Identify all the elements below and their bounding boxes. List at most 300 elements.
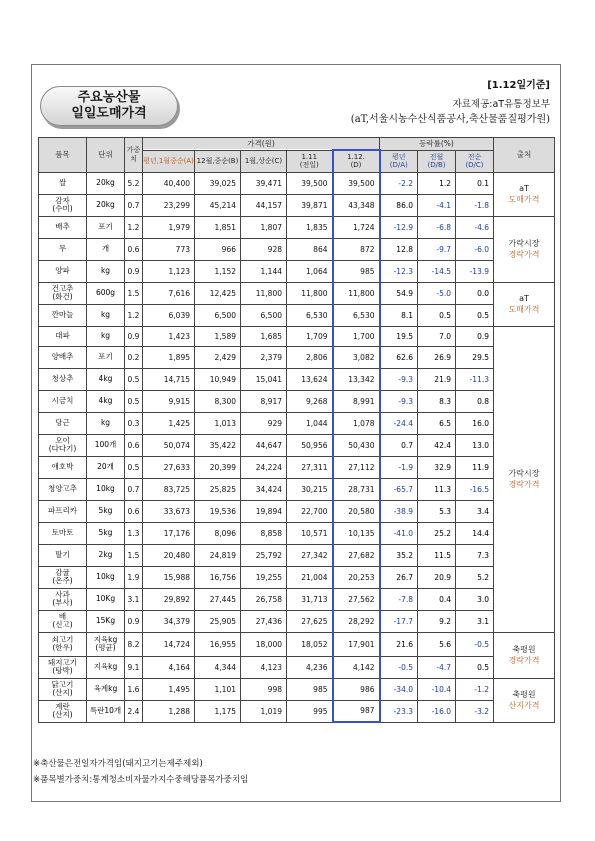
price-d11-cell: 27,625	[287, 610, 333, 632]
table-row	[39, 588, 555, 610]
price-c-cell: 34,424	[241, 478, 287, 500]
item-variety: (화건)	[52, 292, 73, 301]
rate-r1-cell: -9.3	[380, 390, 418, 412]
header-rate-month-a: 전월	[429, 152, 444, 161]
header-rate-avg-a: 평년	[391, 152, 406, 161]
header-rate-avg-b: (D/A)	[389, 161, 408, 169]
rate-r3-cell: -11.3	[456, 368, 494, 390]
rate-r3-cell: 11.9	[456, 456, 494, 478]
table-row	[39, 678, 555, 700]
price-a-cell: 83,725	[143, 478, 195, 500]
price-b-cell: 6,500	[195, 304, 241, 326]
rate-r2-cell: -6.8	[418, 216, 456, 238]
rate-r2-cell: 5.6	[418, 632, 456, 656]
rate-r3-cell: 0.5	[456, 656, 494, 678]
price-d11-cell: 4,236	[287, 656, 333, 678]
weight-cell: 0.6	[125, 434, 143, 456]
price-d11-cell: 21,004	[287, 566, 333, 588]
weight-cell: 5.2	[125, 172, 143, 194]
price-d-cell: 28,731	[333, 478, 380, 500]
item-cell	[39, 500, 87, 522]
price-c-cell: 39,471	[241, 172, 287, 194]
unit-cell	[87, 238, 125, 260]
weight-cell: 0.9	[125, 610, 143, 632]
item-name: 감귤	[55, 567, 70, 577]
source-org: 가락시장	[508, 239, 540, 248]
rate-r1-cell: -17.7	[380, 610, 418, 632]
table-row	[39, 700, 555, 722]
header-avg: 평년,1월중순(A)	[143, 150, 195, 172]
unit-cell	[87, 610, 125, 632]
unit-cell	[87, 412, 125, 434]
rate-r2-cell: -10.4	[418, 678, 456, 700]
weight-cell: 1.2	[125, 304, 143, 326]
item-name: 깐마늘	[51, 309, 74, 319]
rate-r1-cell: 54.9	[380, 282, 418, 304]
item-cell	[39, 544, 87, 566]
unit-text: 20kg	[96, 177, 115, 187]
item-cell	[39, 346, 87, 368]
weight-cell: 0.5	[125, 456, 143, 478]
price-b-cell: 45,214	[195, 194, 241, 216]
header-unit: 단위	[87, 138, 125, 173]
rate-r1-cell: -12.3	[380, 260, 418, 282]
unit-cell	[87, 326, 125, 346]
rate-r2-cell: 42.4	[418, 434, 456, 456]
price-a-cell: 9,915	[143, 390, 195, 412]
unit-text: 지육kg	[93, 661, 118, 671]
price-b-cell: 16,955	[195, 632, 241, 656]
price-d11-cell: 31,713	[287, 588, 333, 610]
rate-r1-cell: 26.7	[380, 566, 418, 588]
table-row	[39, 566, 555, 588]
header-weight: 가중치	[125, 138, 143, 173]
table-row	[39, 368, 555, 390]
unit-cell	[87, 566, 125, 588]
weight-cell: 0.5	[125, 390, 143, 412]
price-d-cell: 17,901	[333, 632, 380, 656]
unit-text: 10kg	[96, 571, 115, 581]
rate-r2-cell: 20.9	[418, 566, 456, 588]
price-b-cell: 24,819	[195, 544, 241, 566]
table-row	[39, 656, 555, 678]
unit-text: kg	[100, 417, 111, 427]
price-a-cell: 17,176	[143, 522, 195, 544]
price-d11-cell: 18,052	[287, 632, 333, 656]
price-b-cell: 8,096	[195, 522, 241, 544]
price-d11-cell: 2,806	[287, 346, 333, 368]
price-c-cell: 6,500	[241, 304, 287, 326]
table-row	[39, 500, 555, 522]
rate-r3-cell: -3.2	[456, 700, 494, 722]
rate-r2-cell: 8.3	[418, 390, 456, 412]
price-d-cell: 1,700	[333, 326, 380, 346]
unit-text: 4kg	[98, 373, 113, 383]
table-row	[39, 260, 555, 282]
price-c-cell: 26,758	[241, 588, 287, 610]
item-name: 파프리카	[48, 505, 77, 515]
price-b-cell: 1,589	[195, 326, 241, 346]
unit-cell	[87, 390, 125, 412]
price-c-cell: 15,041	[241, 368, 287, 390]
price-d11-cell: 9,268	[287, 390, 333, 412]
table-row	[39, 456, 555, 478]
weight-cell: 1.3	[125, 522, 143, 544]
rate-r1-cell: -0.5	[380, 656, 418, 678]
source-cell	[494, 326, 555, 632]
price-a-cell: 50,074	[143, 434, 195, 456]
rate-r1-cell: -34.0	[380, 678, 418, 700]
price-d-cell: 1,078	[333, 412, 380, 434]
item-cell	[39, 678, 87, 700]
header-d112-date: 1.12.	[347, 152, 365, 161]
weight-cell: 0.6	[125, 238, 143, 260]
item-name: 배	[58, 611, 67, 621]
header-price-group: 가격(원)	[143, 138, 380, 151]
price-d11-cell: 985	[287, 678, 333, 700]
item-name: 청양고추	[48, 483, 77, 493]
rate-r1-cell: 86.0	[380, 194, 418, 216]
rate-r2-cell: -14.5	[418, 260, 456, 282]
item-name: 배추	[55, 221, 70, 231]
table-row	[39, 194, 555, 216]
price-a-cell: 20,480	[143, 544, 195, 566]
item-cell	[39, 478, 87, 500]
title-line1: 주요농산물	[77, 90, 141, 105]
rate-r1-cell: -38.9	[380, 500, 418, 522]
price-d11-cell: 10,571	[287, 522, 333, 544]
rate-r1-cell: 0.7	[380, 434, 418, 456]
item-cell	[39, 434, 87, 456]
price-a-cell: 1,495	[143, 678, 195, 700]
price-d11-cell: 27,311	[287, 456, 333, 478]
table-row	[39, 544, 555, 566]
unit-text: 20kg	[96, 199, 115, 209]
item-cell	[39, 412, 87, 434]
unit-cell	[87, 522, 125, 544]
table-row	[39, 390, 555, 412]
item-variety: (탕박)	[52, 666, 73, 675]
price-c-cell: 44,647	[241, 434, 287, 456]
item-name: 닭고기	[51, 679, 74, 689]
source-cell	[494, 678, 555, 722]
item-name: 애호박	[51, 461, 74, 471]
price-c-cell: 1,685	[241, 326, 287, 346]
unit-text: 4kg	[98, 395, 113, 405]
source-type: 도매가격	[508, 195, 540, 204]
source-type: 도매가격	[508, 305, 540, 314]
item-name: 무	[58, 243, 67, 253]
price-c-cell: 1,807	[241, 216, 287, 238]
price-c-cell: 25,792	[241, 544, 287, 566]
rate-r3-cell: 3.1	[456, 610, 494, 632]
weight-cell: 0.7	[125, 194, 143, 216]
price-d-cell: 6,530	[333, 304, 380, 326]
price-d-cell: 872	[333, 238, 380, 260]
price-b-cell: 8,300	[195, 390, 241, 412]
rate-r2-cell: -9.7	[418, 238, 456, 260]
header-jan-early: 1월,상순(C)	[241, 150, 287, 172]
price-d11-cell: 1,709	[287, 326, 333, 346]
table-row	[39, 172, 555, 194]
rate-r3-cell: -6.0	[456, 238, 494, 260]
item-name: 당근	[55, 417, 70, 427]
rate-r3-cell: 16.0	[456, 412, 494, 434]
item-name: 감자	[55, 195, 70, 205]
item-name: 오이	[55, 435, 70, 445]
rate-r1-cell: 35.2	[380, 544, 418, 566]
price-a-cell: 773	[143, 238, 195, 260]
table-row	[39, 216, 555, 238]
table-row	[39, 632, 555, 656]
rate-r1-cell: 12.8	[380, 238, 418, 260]
price-c-cell: 1,144	[241, 260, 287, 282]
header-d111-sub: (전일)	[299, 161, 319, 169]
price-b-cell: 20,399	[195, 456, 241, 478]
rate-r1-cell: -12.9	[380, 216, 418, 238]
weight-cell: 9.1	[125, 656, 143, 678]
item-variety: (산지)	[52, 710, 73, 719]
unit-text: 5kg	[98, 505, 113, 515]
weight-cell: 2.4	[125, 700, 143, 722]
item-name: 쇠고기	[51, 634, 74, 644]
price-b-cell: 19,536	[195, 500, 241, 522]
price-d-cell: 27,562	[333, 588, 380, 610]
price-d11-cell: 30,215	[287, 478, 333, 500]
rate-r2-cell: 6.5	[418, 412, 456, 434]
price-b-cell: 10,949	[195, 368, 241, 390]
item-name: 계란	[55, 701, 70, 711]
item-name: 양배추	[51, 351, 74, 361]
price-a-cell: 14,724	[143, 632, 195, 656]
unit-text: 포기	[98, 351, 113, 361]
weight-cell: 1.9	[125, 566, 143, 588]
price-table	[38, 137, 555, 723]
rate-r2-cell: 25.2	[418, 522, 456, 544]
item-name: 돼지고기	[48, 657, 77, 667]
footnote-2: ※품목별가중치:통계청소비자물가지수중해당품목가중치임	[33, 775, 249, 785]
rate-r2-cell: 21.9	[418, 368, 456, 390]
price-c-cell: 928	[241, 238, 287, 260]
title-badge	[40, 86, 178, 126]
rate-r2-cell: -16.0	[418, 700, 456, 722]
source-org: 가락시장	[508, 469, 540, 478]
price-c-cell: 4,123	[241, 656, 287, 678]
rate-r2-cell: 5.3	[418, 500, 456, 522]
table-row	[39, 238, 555, 260]
unit-text: 10kg	[96, 483, 115, 493]
rate-r3-cell: 0.1	[456, 172, 494, 194]
unit-cell	[87, 434, 125, 456]
rate-r3-cell: -16.5	[456, 478, 494, 500]
item-variety: (부사)	[52, 598, 73, 607]
weight-cell: 1.5	[125, 544, 143, 566]
rate-r1-cell: -1.9	[380, 456, 418, 478]
item-name: 양파	[55, 265, 70, 275]
price-d-cell: 10,135	[333, 522, 380, 544]
header-d112	[333, 150, 380, 172]
price-b-cell: 16,756	[195, 566, 241, 588]
item-name: 쌀	[58, 177, 67, 187]
price-c-cell: 998	[241, 678, 287, 700]
rate-r3-cell: 0.8	[456, 390, 494, 412]
unit-text: 100개	[94, 439, 117, 449]
price-d-cell: 39,500	[333, 172, 380, 194]
table-row	[39, 434, 555, 456]
title-line2: 일일도매가격	[71, 106, 147, 121]
price-a-cell: 23,299	[143, 194, 195, 216]
rate-r3-cell: 0.0	[456, 282, 494, 304]
price-d11-cell: 1,044	[287, 412, 333, 434]
rate-r2-cell: 11.3	[418, 478, 456, 500]
price-d-cell: 28,292	[333, 610, 380, 632]
unit-cell	[87, 700, 125, 722]
item-cell	[39, 260, 87, 282]
price-d-cell: 27,112	[333, 456, 380, 478]
price-d11-cell: 995	[287, 700, 333, 722]
source-org: aT	[519, 184, 529, 193]
item-variety: (수미)	[52, 204, 73, 213]
footnote-1: ※축산물은전일자가격임(돼지고기는제주제외)	[33, 759, 203, 769]
price-a-cell: 29,892	[143, 588, 195, 610]
weight-cell: 1.6	[125, 678, 143, 700]
price-d-cell: 4,142	[333, 656, 380, 678]
price-d-cell: 50,430	[333, 434, 380, 456]
header-rate-avg	[380, 150, 418, 172]
weight-cell: 0.5	[125, 368, 143, 390]
rate-r2-cell: 0.4	[418, 588, 456, 610]
weight-cell: 0.2	[125, 346, 143, 368]
rate-r2-cell: 7.0	[418, 326, 456, 346]
price-b-cell: 12,425	[195, 282, 241, 304]
price-b-cell: 4,344	[195, 656, 241, 678]
price-a-cell: 40,400	[143, 172, 195, 194]
header-rate-group: 등락률(%)	[380, 138, 494, 151]
rate-r1-cell: -7.8	[380, 588, 418, 610]
price-a-cell: 6,039	[143, 304, 195, 326]
price-b-cell: 27,445	[195, 588, 241, 610]
price-b-cell: 25,905	[195, 610, 241, 632]
price-d-cell: 987	[333, 700, 380, 722]
data-provider: 자료제공:aT유통정보부	[452, 99, 550, 110]
rate-r3-cell: -0.5	[456, 632, 494, 656]
price-c-cell: 19,894	[241, 500, 287, 522]
table-row	[39, 610, 555, 632]
rate-r3-cell: 0.5	[456, 304, 494, 326]
price-d-cell: 8,991	[333, 390, 380, 412]
rate-r2-cell: -4.1	[418, 194, 456, 216]
item-cell	[39, 522, 87, 544]
item-variety: (한우)	[52, 643, 73, 652]
unit-sub: (평균)	[95, 643, 116, 652]
price-d11-cell: 1,064	[287, 260, 333, 282]
table-row	[39, 326, 555, 346]
header-d112-sub: (D)	[350, 161, 362, 170]
price-c-cell: 24,224	[241, 456, 287, 478]
weight-cell: 0.6	[125, 500, 143, 522]
price-b-cell: 1,101	[195, 678, 241, 700]
reference-date: [1.12일기준]	[487, 80, 550, 91]
price-d-cell: 20,253	[333, 566, 380, 588]
rate-r3-cell: -1.8	[456, 194, 494, 216]
source-type: 경락가격	[508, 250, 540, 259]
rate-r3-cell: 14.4	[456, 522, 494, 544]
price-b-cell: 25,825	[195, 478, 241, 500]
price-d11-cell: 1,835	[287, 216, 333, 238]
price-d-cell: 985	[333, 260, 380, 282]
source-type: 산지가격	[508, 701, 540, 710]
price-d11-cell: 39,500	[287, 172, 333, 194]
item-cell	[39, 656, 87, 678]
source-cell	[494, 172, 555, 216]
price-c-cell: 44,157	[241, 194, 287, 216]
rate-r3-cell: 3.0	[456, 588, 494, 610]
header-dec: 12월,중순(B)	[195, 150, 241, 172]
unit-cell	[87, 172, 125, 194]
header-d111	[287, 150, 333, 172]
rate-r3-cell: 5.2	[456, 566, 494, 588]
unit-text: 육계kg	[93, 683, 118, 693]
item-name: 건고추	[51, 283, 74, 293]
rate-r1-cell: -9.3	[380, 368, 418, 390]
price-d-cell: 43,348	[333, 194, 380, 216]
price-a-cell: 1,123	[143, 260, 195, 282]
price-c-cell: 19,255	[241, 566, 287, 588]
source-type: 경락가격	[508, 480, 540, 489]
rate-r3-cell: 13.0	[456, 434, 494, 456]
unit-text: 특란10개	[89, 705, 122, 715]
table-row	[39, 304, 555, 326]
header-d111-date: 1.11	[301, 152, 318, 161]
weight-cell: 0.9	[125, 326, 143, 346]
item-cell	[39, 632, 87, 656]
header-source: 출처	[494, 138, 555, 173]
table-row	[39, 478, 555, 500]
rate-r1-cell: 62.6	[380, 346, 418, 368]
table-row	[39, 346, 555, 368]
header-rate-month-b: (D/B)	[427, 161, 446, 169]
rate-r1-cell: -2.2	[380, 172, 418, 194]
rate-r3-cell: 7.3	[456, 544, 494, 566]
item-name: 딸기	[55, 549, 70, 559]
item-name: 사과	[55, 589, 70, 599]
unit-cell	[87, 632, 125, 656]
unit-cell	[87, 282, 125, 304]
weight-cell: 0.9	[125, 260, 143, 282]
header-item: 품목	[39, 138, 87, 173]
unit-cell	[87, 500, 125, 522]
rate-r1-cell: 19.5	[380, 326, 418, 346]
source-org: 축평원	[512, 690, 536, 699]
item-variety: (온주)	[52, 576, 73, 585]
price-b-cell: 966	[195, 238, 241, 260]
unit-text: kg	[100, 265, 111, 275]
price-c-cell: 2,379	[241, 346, 287, 368]
rate-r3-cell: -1.2	[456, 678, 494, 700]
unit-cell	[87, 194, 125, 216]
unit-cell	[87, 304, 125, 326]
price-b-cell: 2,429	[195, 346, 241, 368]
weight-cell: 1.5	[125, 282, 143, 304]
price-d-cell: 13,342	[333, 368, 380, 390]
table-row	[39, 282, 555, 304]
unit-cell	[87, 478, 125, 500]
header-rate-prev-a: 전순	[467, 152, 482, 161]
price-c-cell: 8,858	[241, 522, 287, 544]
price-d11-cell: 6,530	[287, 304, 333, 326]
price-a-cell: 1,895	[143, 346, 195, 368]
rate-r2-cell: 1.2	[418, 172, 456, 194]
